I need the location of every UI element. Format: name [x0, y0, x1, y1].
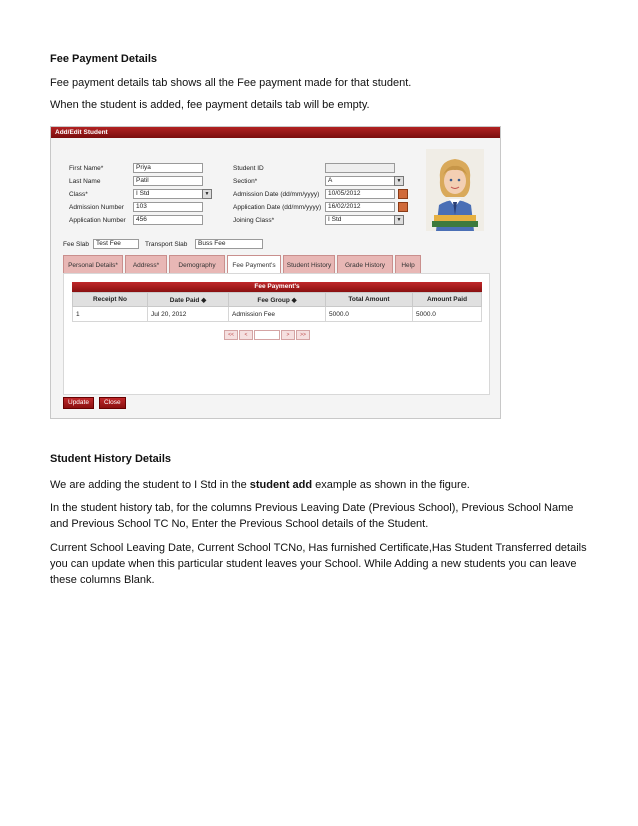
- table-cell: 5000.0: [413, 307, 482, 322]
- column-header[interactable]: Total Amount: [326, 293, 413, 307]
- fee-payments-panel: [63, 273, 490, 395]
- admission-date-field[interactable]: 10/05/2012: [325, 189, 395, 199]
- update-button[interactable]: Update: [63, 397, 94, 409]
- column-header[interactable]: Fee Group ◆: [229, 293, 326, 307]
- close-button[interactable]: Close: [99, 397, 126, 409]
- paragraph: [50, 477, 590, 493]
- paragraph-text: We are adding the student to I Std in the: [50, 479, 250, 491]
- table-cell: 1: [73, 307, 148, 322]
- column-header[interactable]: Amount Paid: [413, 293, 482, 307]
- admission-number-label: Admission Number: [69, 203, 124, 211]
- paragraph-text: example as shown in the figure.: [312, 479, 470, 491]
- table-cell: 5000.0: [326, 307, 413, 322]
- paragraph: When the student is added, fee payment details tab will be empty.: [50, 99, 370, 111]
- student-tabs: [63, 255, 423, 273]
- transport-slab-label: Transport Slab: [145, 240, 188, 248]
- section-select[interactable]: A: [325, 176, 403, 186]
- paragraph: Current School Leaving Date, Current School TCNo, Has furnished Certificate,Has Student Transferred details you can update when this particular student leaves your School. While Adding a new students you can leave these columns Blank.: [50, 542, 587, 586]
- first-name-label: First Name*: [69, 164, 104, 172]
- last-page-button[interactable]: >>: [296, 330, 310, 340]
- column-header[interactable]: Date Paid ◆: [148, 293, 229, 307]
- last-name-label: Last Name: [69, 177, 101, 185]
- tab-help[interactable]: Help: [395, 255, 421, 274]
- prev-page-button[interactable]: <: [239, 330, 253, 340]
- paragraph: Fee payment details tab shows all the Fee payment made for that student.: [50, 77, 412, 89]
- class-select[interactable]: I Std: [133, 189, 211, 199]
- tab-grade-history[interactable]: Grade History: [337, 255, 393, 274]
- section-heading-student-history: Student History Details: [50, 453, 172, 465]
- chevron-down-icon[interactable]: ▼: [394, 176, 404, 186]
- window-title: Add/Edit Student: [51, 127, 500, 138]
- admission-date-label: Admission Date (dd/mm/yyyy): [233, 190, 320, 198]
- chevron-down-icon[interactable]: ▼: [202, 189, 212, 199]
- tab-personal-details[interactable]: Personal Details*: [63, 255, 123, 274]
- tab-fee-payments[interactable]: Fee Payment's: [227, 255, 281, 275]
- table-row[interactable]: [73, 307, 482, 322]
- joining-class-select[interactable]: I Std: [325, 215, 403, 225]
- pager: [224, 330, 311, 340]
- chevron-down-icon[interactable]: ▼: [394, 215, 404, 225]
- fee-payments-table: [72, 292, 482, 322]
- bold-phrase: student add: [249, 479, 313, 491]
- page-number-input[interactable]: [254, 330, 280, 340]
- joining-class-label: Joining Class*: [233, 216, 275, 224]
- calendar-icon[interactable]: [398, 189, 408, 199]
- table-cell: Jul 20, 2012: [148, 307, 229, 322]
- admission-number-field[interactable]: 103: [133, 202, 203, 212]
- table-cell: Admission Fee: [229, 307, 326, 322]
- student-photo: [426, 149, 484, 231]
- first-name-field[interactable]: Priya: [133, 163, 203, 173]
- calendar-icon[interactable]: [398, 202, 408, 212]
- application-number-label: Application Number: [69, 216, 126, 224]
- grid-title: Fee Payment's: [72, 282, 482, 292]
- fee-slab-label: Fee Slab: [63, 240, 90, 248]
- add-edit-student-screenshot: [50, 126, 501, 419]
- application-date-field[interactable]: 16/02/2012: [325, 202, 395, 212]
- class-label: Class*: [69, 190, 88, 198]
- next-page-button[interactable]: >: [281, 330, 295, 340]
- transport-slab-field[interactable]: Buss Fee: [195, 239, 263, 249]
- section-heading-fee-payment: Fee Payment Details: [50, 53, 157, 65]
- section-label: Section*: [233, 177, 258, 185]
- tab-demography[interactable]: Demography: [169, 255, 225, 274]
- last-name-field[interactable]: Patil: [133, 176, 203, 186]
- application-date-label: Application Date (dd/mm/yyyy): [233, 203, 322, 211]
- tab-address[interactable]: Address*: [125, 255, 167, 274]
- paragraph: In the student history tab, for the columns Previous Leaving Date (Previous School), Previous School Name and Previous School TC No, Enter the Previous School details of the Student.: [50, 502, 574, 530]
- student-id-field[interactable]: [325, 163, 395, 173]
- fee-slab-field[interactable]: Test Fee: [93, 239, 139, 249]
- column-header[interactable]: Receipt No: [73, 293, 148, 307]
- first-page-button[interactable]: <<: [224, 330, 238, 340]
- student-id-label: Student ID: [233, 164, 264, 172]
- tab-student-history[interactable]: Student History: [283, 255, 335, 274]
- application-number-field[interactable]: 456: [133, 215, 203, 225]
